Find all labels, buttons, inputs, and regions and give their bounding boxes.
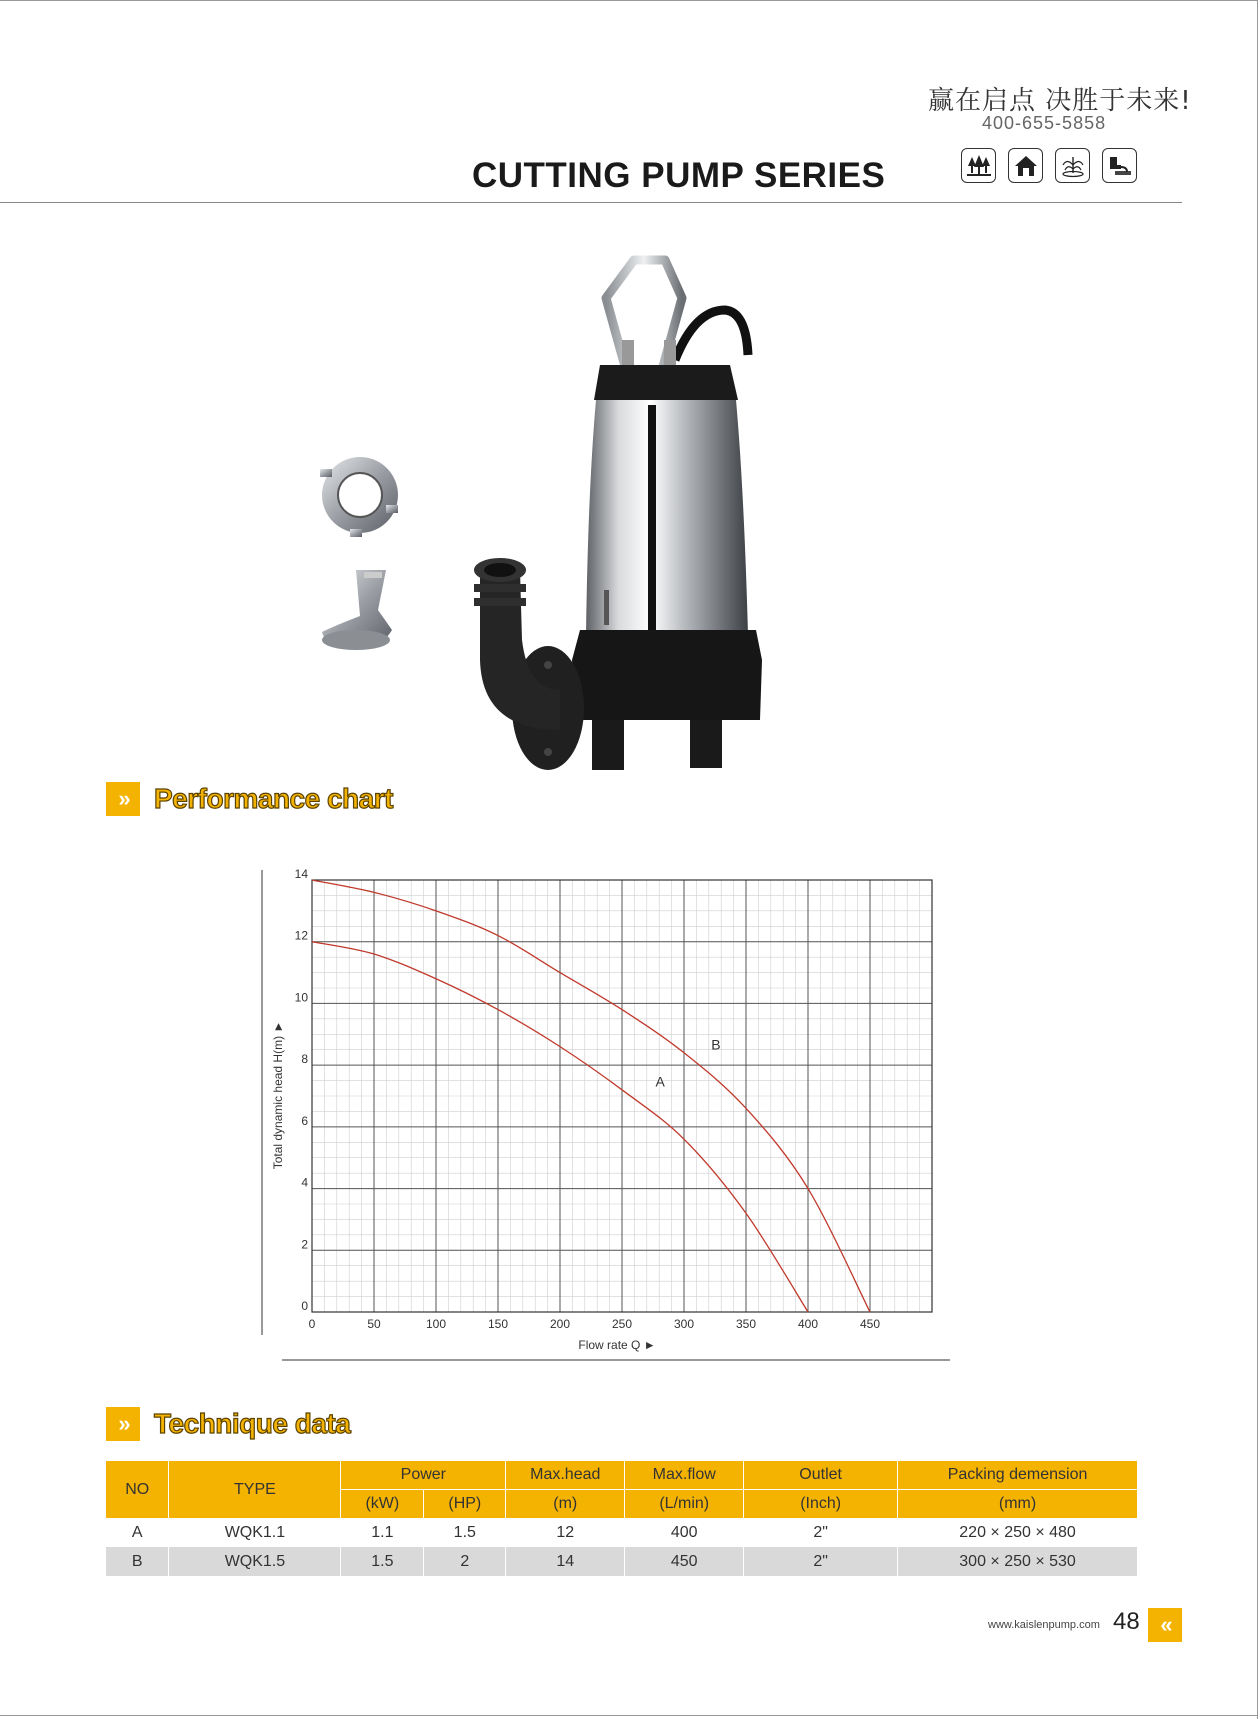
unit-lmin: (L/min)	[625, 1490, 744, 1519]
y-tick-label: 2	[301, 1237, 308, 1252]
phone-number: 400-655-5858	[982, 113, 1107, 133]
technique-data-table	[106, 1461, 1138, 1576]
cell-no: B	[106, 1547, 169, 1576]
y-tick-label: 14	[294, 867, 308, 881]
footer-url: www.kaislenpump.com	[988, 1619, 1100, 1631]
cutter-ring-part	[320, 457, 398, 537]
page-frame-bottom	[0, 1715, 1258, 1716]
x-tick-label: 350	[735, 1317, 757, 1331]
x-tick-label: 200	[549, 1317, 571, 1331]
header-no: NO	[106, 1461, 169, 1518]
double-chevron-left-icon: «	[1148, 1608, 1182, 1642]
x-tick-label: 0	[308, 1317, 316, 1331]
cell-head: 14	[506, 1547, 625, 1576]
x-tick-label: 450	[859, 1317, 881, 1331]
header-max-flow: Max.flow	[625, 1461, 744, 1490]
table-header-row	[106, 1461, 1138, 1490]
fountain-icon	[1055, 148, 1090, 183]
header-outlet: Outlet	[744, 1461, 898, 1490]
slogan-text: 赢在启点 决胜于未来!	[928, 86, 1192, 116]
unit-inch: (Inch)	[744, 1490, 898, 1519]
cell-hp: 2	[424, 1547, 506, 1576]
y-axis-label: Total dynamic head H(m) ►	[271, 1020, 285, 1170]
cell-type: WQK1.5	[169, 1547, 341, 1576]
table-row	[106, 1518, 1138, 1547]
header-power: Power	[341, 1461, 506, 1490]
pump-product-image	[270, 240, 830, 800]
x-axis-label: Flow rate Q ►	[578, 1338, 656, 1352]
performance-section-header	[106, 782, 393, 816]
cutter-impeller-part	[322, 570, 392, 650]
y-tick-label: 6	[301, 1113, 308, 1128]
cell-flow: 450	[625, 1547, 744, 1576]
cell-kw: 1.1	[341, 1518, 424, 1547]
header-max-head: Max.head	[506, 1461, 625, 1490]
cell-head: 12	[506, 1518, 625, 1547]
cell-kw: 1.5	[341, 1547, 424, 1576]
y-tick-label: 8	[301, 1052, 308, 1067]
header-type: TYPE	[169, 1461, 341, 1518]
page-frame-right	[1257, 0, 1258, 1719]
x-tick-label: 300	[673, 1317, 695, 1331]
unit-mm: (mm)	[898, 1490, 1138, 1519]
table-row	[106, 1547, 1138, 1576]
x-tick-label: 250	[611, 1317, 633, 1331]
title-divider	[0, 202, 1182, 203]
trees-icon	[961, 148, 996, 183]
y-tick-label: 4	[301, 1175, 308, 1190]
page-number: 48	[1113, 1608, 1140, 1635]
cell-outlet: 2"	[744, 1518, 898, 1547]
technique-section-header	[106, 1407, 350, 1441]
unit-hp: (HP)	[424, 1490, 506, 1519]
technique-section-title: Technique data	[154, 1408, 351, 1439]
double-chevron-right-icon: »	[106, 782, 140, 816]
page-frame-top	[0, 0, 1257, 1]
cell-outlet: 2"	[744, 1547, 898, 1576]
curve-label: A	[655, 1073, 665, 1090]
cell-packing: 300 × 250 × 530	[898, 1547, 1138, 1576]
cell-type: WQK1.1	[169, 1518, 341, 1547]
x-tick-label: 150	[487, 1317, 509, 1331]
x-tick-label: 400	[797, 1317, 819, 1331]
x-tick-label: 50	[367, 1317, 381, 1331]
application-icons	[961, 148, 1137, 183]
header-packing: Packing demension	[898, 1461, 1138, 1490]
x-tick-label: 100	[425, 1317, 447, 1331]
cell-hp: 1.5	[424, 1518, 506, 1547]
y-tick-label: 12	[294, 928, 308, 943]
y-tick-label: 0	[301, 1299, 308, 1313]
cell-packing: 220 × 250 × 480	[898, 1518, 1138, 1547]
curve-label: B	[711, 1036, 721, 1053]
performance-chart	[250, 860, 970, 1370]
unit-kw: (kW)	[341, 1490, 424, 1519]
drain-pipe-icon	[1102, 148, 1137, 183]
y-tick-label: 10	[294, 990, 308, 1005]
house-icon	[1008, 148, 1043, 183]
cell-flow: 400	[625, 1518, 744, 1547]
performance-section-title: Performance chart	[154, 783, 393, 814]
double-chevron-right-icon: »	[106, 1407, 140, 1441]
page-title: CUTTING PUMP SERIES	[472, 156, 886, 195]
cell-no: A	[106, 1518, 169, 1547]
unit-m: (m)	[506, 1490, 625, 1519]
